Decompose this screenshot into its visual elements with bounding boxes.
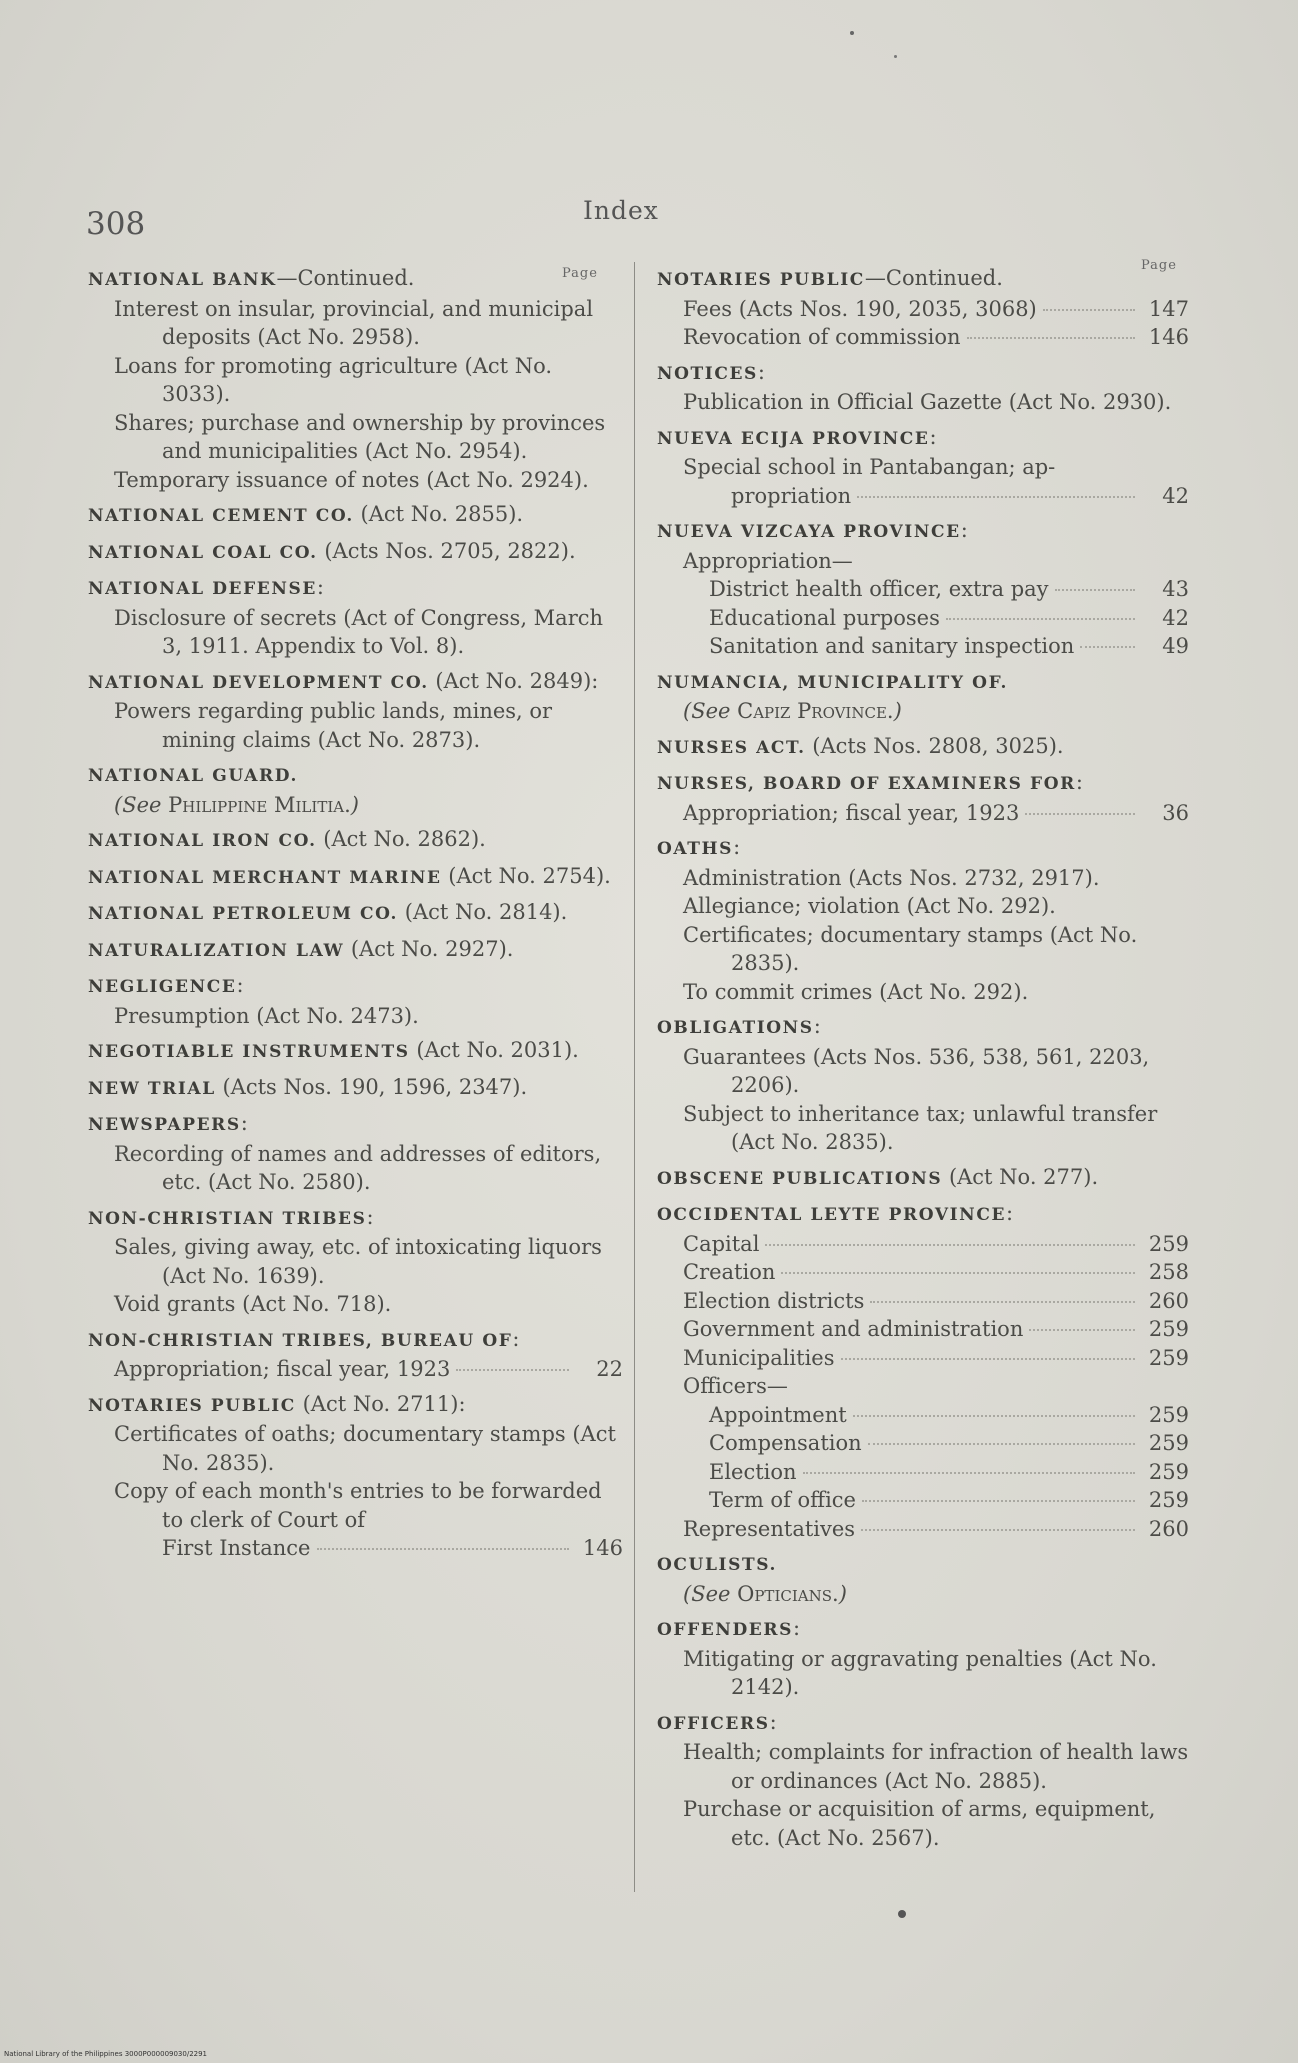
index-entry bbox=[657, 575, 1189, 604]
heading-term: NATIONAL DEFENSE bbox=[88, 579, 317, 599]
heading-term: OATHS bbox=[657, 839, 734, 859]
entry-heading bbox=[88, 1390, 623, 1421]
index-entry bbox=[88, 1073, 623, 1104]
heading-term: NATIONAL BANK bbox=[88, 270, 277, 290]
page-reference: 147 bbox=[1148, 296, 1189, 321]
page-column-header-left: Page bbox=[562, 266, 598, 281]
heading-suffix: (Act No. 2711): bbox=[295, 1391, 466, 1416]
index-entry bbox=[88, 667, 623, 698]
cross-reference bbox=[657, 1580, 1189, 1609]
subentry-text: Allegiance; violation (Act No. 292). bbox=[683, 894, 1056, 918]
heading-suffix: (Act No. 2814). bbox=[398, 900, 568, 924]
heading-suffix: —Continued. bbox=[276, 266, 415, 290]
index-entry bbox=[657, 482, 1189, 511]
heading-suffix: (Acts Nos. 190, 1596, 2347). bbox=[215, 1074, 528, 1099]
subentry-text: Void grants (Act No. 718). bbox=[114, 1292, 392, 1316]
index-entry bbox=[657, 1258, 1189, 1287]
paren-open: ( bbox=[683, 1581, 692, 1606]
running-head: Index bbox=[583, 196, 659, 225]
entry-heading bbox=[657, 1163, 1189, 1194]
index-entry bbox=[657, 295, 1189, 324]
entry-heading bbox=[657, 1708, 1189, 1739]
scan-footer: National Library of the Philippines 3000P000009030/2291 bbox=[4, 2050, 208, 2058]
paren-open: ( bbox=[683, 699, 692, 723]
index-entry bbox=[88, 1390, 623, 1421]
index-entry bbox=[657, 1708, 1189, 1739]
heading-suffix: : bbox=[813, 1014, 821, 1038]
index-column-left bbox=[88, 258, 623, 1563]
index-entry bbox=[88, 1290, 623, 1319]
index-entry bbox=[657, 264, 1189, 295]
page-reference: 259 bbox=[1148, 1459, 1189, 1484]
index-entry bbox=[88, 500, 623, 531]
heading-term: NUEVA ECIJA PROVINCE bbox=[657, 428, 930, 449]
index-entry bbox=[657, 632, 1189, 661]
index-entry bbox=[88, 295, 623, 352]
entry-heading bbox=[88, 500, 623, 531]
dot-leader bbox=[1055, 589, 1135, 591]
subentry-text: Appropriation— bbox=[683, 548, 853, 573]
entry-heading bbox=[88, 264, 623, 295]
page-reference: 260 bbox=[1148, 1288, 1189, 1313]
index-entry bbox=[657, 1580, 1189, 1609]
dot-leader bbox=[868, 1443, 1135, 1445]
heading-term: NUMANCIA, MUNICIPALITY OF. bbox=[657, 672, 1009, 693]
heading-term: OBSCENE PUBLICATIONS bbox=[657, 1168, 943, 1189]
subentry-text: Presumption (Act No. 2473). bbox=[114, 1003, 419, 1028]
subentry-with-page bbox=[657, 295, 1189, 324]
subentry-text: Shares; purchase and ownership by provinces and municipalities (Act No. 2954). bbox=[114, 410, 606, 463]
index-entry bbox=[88, 971, 623, 1002]
subentry-with-page bbox=[657, 1458, 1189, 1487]
heading-suffix: : bbox=[733, 835, 741, 859]
index-entry bbox=[88, 1355, 623, 1384]
subentry-text: Publication in Official Gazette (Act No. 2930). bbox=[683, 390, 1172, 414]
dot-leader bbox=[1043, 309, 1135, 311]
page-reference: 49 bbox=[1162, 634, 1189, 658]
index-entry bbox=[657, 388, 1189, 417]
entry-heading bbox=[657, 264, 1189, 295]
heading-suffix: : bbox=[769, 1709, 777, 1734]
index-entry bbox=[657, 1549, 1189, 1580]
index-entry bbox=[88, 825, 623, 856]
subentry-with-page bbox=[88, 1534, 623, 1563]
entry-heading bbox=[657, 768, 1189, 799]
page-reference: 36 bbox=[1162, 800, 1189, 825]
index-entry bbox=[88, 935, 623, 966]
heading-suffix: (Act No. 2754). bbox=[441, 863, 611, 888]
heading-term: OCCIDENTAL LEYTE PROVINCE bbox=[657, 1205, 1007, 1225]
subentry-text: Purchase or acquisition of arms, equipment, etc. (Act No. 2567). bbox=[683, 1797, 1156, 1850]
subentry-text: Term of office bbox=[709, 1488, 856, 1512]
index-entry bbox=[88, 537, 623, 568]
index-entry bbox=[88, 1140, 623, 1197]
subentry-text: Election districts bbox=[683, 1288, 865, 1313]
dot-leader bbox=[317, 1548, 570, 1550]
subentry-with-page bbox=[657, 799, 1189, 828]
subentry-text: Copy of each month's entries to be forwarded to clerk of Court of bbox=[114, 1479, 602, 1532]
index-entry bbox=[657, 1458, 1189, 1487]
subentry-with-page bbox=[657, 1230, 1189, 1259]
entry-heading bbox=[88, 1325, 623, 1356]
subentry-text: Election bbox=[709, 1459, 797, 1484]
index-entry bbox=[657, 1738, 1189, 1795]
page-reference: 259 bbox=[1148, 1317, 1189, 1341]
subentry-text: Loans for promoting agriculture (Act No. 3033). bbox=[114, 353, 553, 406]
index-entry bbox=[88, 264, 623, 295]
entry-heading bbox=[88, 573, 623, 604]
subentry-with-page bbox=[657, 1258, 1189, 1287]
heading-suffix: —Continued. bbox=[864, 266, 1003, 290]
index-entry bbox=[88, 760, 623, 791]
index-entry bbox=[657, 1344, 1189, 1373]
dot-leader bbox=[967, 337, 1135, 339]
index-entry bbox=[657, 833, 1189, 864]
heading-suffix: (Act No. 277). bbox=[942, 1164, 1099, 1189]
heading-suffix: (Act No. 2849): bbox=[428, 668, 599, 693]
subentry-text: Appropriation; fiscal year, 1923 bbox=[683, 800, 1020, 825]
heading-term: NATURALIZATION LAW bbox=[88, 940, 345, 961]
entry-heading bbox=[88, 1073, 623, 1104]
entry-heading bbox=[657, 1549, 1189, 1580]
subentry-text: Subject to inheritance tax; unlawful transfer (Act No. 2835). bbox=[683, 1101, 1158, 1154]
index-entry bbox=[657, 1012, 1189, 1043]
heading-suffix: : bbox=[236, 973, 244, 997]
entry-heading bbox=[88, 760, 623, 791]
speck-mark bbox=[894, 55, 897, 58]
index-entry bbox=[657, 732, 1189, 763]
index-entry bbox=[88, 1534, 623, 1563]
index-entry bbox=[657, 1795, 1189, 1852]
subentry-with-page bbox=[657, 1429, 1189, 1458]
heading-term: NUEVA VIZCAYA PROVINCE bbox=[657, 522, 961, 542]
index-entry bbox=[88, 604, 623, 661]
dot-leader bbox=[803, 1472, 1135, 1474]
index-entry bbox=[657, 1515, 1189, 1544]
index-entry bbox=[657, 1100, 1189, 1157]
index-entry bbox=[88, 1477, 623, 1534]
subentry-text: District health officer, extra pay bbox=[709, 577, 1049, 601]
heading-suffix: (Acts Nos. 2808, 3025). bbox=[805, 733, 1064, 758]
entry-heading bbox=[657, 423, 1189, 454]
index-entry bbox=[657, 516, 1189, 547]
subentry-text: Compensation bbox=[709, 1431, 862, 1455]
index-entry bbox=[657, 1163, 1189, 1194]
subentry-text: Disclosure of secrets (Act of Congress, March 3, 1911. Appendix to Vol. 8). bbox=[114, 605, 604, 658]
dot-leader bbox=[765, 1244, 1135, 1246]
index-entry bbox=[657, 1199, 1189, 1230]
subentry-with-page bbox=[657, 1344, 1189, 1373]
heading-suffix: (Act No. 2855). bbox=[353, 502, 524, 526]
subentry-text: Revocation of commission bbox=[683, 325, 961, 349]
entry-heading bbox=[657, 1614, 1189, 1645]
page-reference: 22 bbox=[596, 1357, 623, 1381]
index-entry bbox=[88, 1002, 623, 1031]
subentry-text: propriation bbox=[731, 483, 852, 508]
page-reference: 259 bbox=[1148, 1402, 1189, 1427]
index-entry bbox=[657, 453, 1189, 482]
entry-heading bbox=[88, 825, 623, 856]
index-entry bbox=[657, 423, 1189, 454]
page-reference: 259 bbox=[1148, 1345, 1189, 1370]
index-entry bbox=[657, 1315, 1189, 1344]
heading-suffix: : bbox=[929, 424, 937, 449]
subentry-text: Officers— bbox=[683, 1374, 788, 1398]
entry-heading bbox=[88, 667, 623, 698]
index-entry bbox=[657, 358, 1189, 389]
subentry-text: Certificates; documentary stamps (Act No. 2835). bbox=[683, 922, 1138, 975]
entry-heading bbox=[657, 1199, 1189, 1230]
index-entry bbox=[657, 604, 1189, 633]
ink-blot bbox=[898, 1910, 906, 1918]
dot-leader bbox=[857, 496, 1135, 498]
page-number: 308 bbox=[86, 206, 146, 242]
cross-reference bbox=[88, 791, 623, 820]
index-entry bbox=[657, 1429, 1189, 1458]
heading-term: NURSES ACT. bbox=[657, 737, 806, 758]
index-entry bbox=[657, 1287, 1189, 1316]
dot-leader bbox=[1080, 646, 1135, 648]
index-entry bbox=[657, 799, 1189, 828]
index-entry bbox=[88, 1233, 623, 1290]
subentry-with-page bbox=[657, 1515, 1189, 1544]
page-reference: 259 bbox=[1148, 1231, 1189, 1256]
heading-term: NOTICES bbox=[657, 363, 758, 384]
index-entry bbox=[657, 921, 1189, 978]
subentry-text: Fees (Acts Nos. 190, 2035, 3068) bbox=[683, 296, 1037, 321]
see-label: See bbox=[122, 792, 169, 817]
index-entry bbox=[88, 862, 623, 893]
subentry-with-page bbox=[657, 482, 1189, 511]
heading-suffix: : bbox=[960, 518, 968, 542]
dot-leader bbox=[1029, 1329, 1135, 1331]
subentry-text: Health; complaints for infraction of health laws or ordinances (Act No. 2885). bbox=[683, 1740, 1189, 1793]
entry-heading bbox=[88, 935, 623, 966]
dot-leader bbox=[781, 1272, 1135, 1274]
page-reference: 43 bbox=[1162, 577, 1189, 601]
index-entry bbox=[657, 1401, 1189, 1430]
subentry-text: Special school in Pantabangan; ap- bbox=[683, 455, 1056, 479]
dot-leader bbox=[1025, 813, 1135, 815]
dot-leader bbox=[946, 618, 1135, 620]
paren-open: ( bbox=[114, 792, 123, 817]
subentry-text: Powers regarding public lands, mines, or mining claims (Act No. 2873). bbox=[114, 699, 553, 752]
see-label: See bbox=[691, 699, 738, 723]
column-divider bbox=[634, 262, 635, 1892]
index-entry bbox=[657, 667, 1189, 698]
page-reference: 259 bbox=[1148, 1488, 1189, 1512]
heading-term: NATIONAL COAL CO. bbox=[88, 542, 318, 563]
subentry-text: Certificates of oaths; documentary stamps (Act No. 2835). bbox=[114, 1422, 616, 1475]
heading-suffix: (Act No. 2862). bbox=[316, 827, 486, 851]
index-entry bbox=[657, 697, 1189, 726]
heading-term: NEGLIGENCE bbox=[88, 977, 237, 997]
subentry-text: Creation bbox=[683, 1260, 776, 1284]
paren-close: ) bbox=[838, 1581, 847, 1606]
subentry-text: Educational purposes bbox=[709, 605, 940, 630]
heading-term: NON-CHRISTIAN TRIBES, BUREAU OF bbox=[88, 1330, 513, 1351]
entry-heading bbox=[88, 898, 623, 929]
index-entry bbox=[88, 352, 623, 409]
cross-reference bbox=[657, 697, 1189, 726]
heading-term: NOTARIES PUBLIC bbox=[657, 270, 865, 290]
dot-leader bbox=[870, 1301, 1135, 1303]
subentry-with-page bbox=[657, 1401, 1189, 1430]
index-entry bbox=[657, 323, 1189, 352]
entry-heading bbox=[657, 358, 1189, 389]
index-entry bbox=[88, 898, 623, 929]
heading-term: NEW TRIAL bbox=[88, 1078, 216, 1099]
heading-term: NATIONAL CEMENT CO. bbox=[88, 506, 354, 526]
heading-suffix: (Act No. 2031). bbox=[409, 1038, 579, 1062]
heading-suffix: : bbox=[316, 575, 324, 599]
index-entry bbox=[88, 1203, 623, 1234]
page-reference: 259 bbox=[1148, 1431, 1189, 1455]
dot-leader bbox=[853, 1415, 1135, 1417]
page-reference: 42 bbox=[1162, 483, 1189, 508]
entry-heading bbox=[657, 1012, 1189, 1043]
subentry-text: Sales, giving away, etc. of intoxicating liquors (Act No. 1639). bbox=[114, 1235, 602, 1288]
heading-term: OFFENDERS bbox=[657, 1620, 793, 1640]
subentry-text: Mitigating or aggravating penalties (Act No. 2142). bbox=[683, 1646, 1157, 1699]
index-entry bbox=[657, 864, 1189, 893]
index-entry bbox=[657, 1043, 1189, 1100]
subentry-with-page bbox=[88, 1355, 623, 1384]
heading-term: OFFICERS bbox=[657, 1713, 770, 1734]
heading-term: OBLIGATIONS bbox=[657, 1018, 814, 1038]
dot-leader bbox=[841, 1358, 1135, 1360]
subentry-with-page bbox=[657, 1315, 1189, 1344]
index-entry bbox=[88, 697, 623, 754]
heading-suffix: (Acts Nos. 2705, 2822). bbox=[317, 538, 576, 563]
index-entry bbox=[88, 409, 623, 466]
heading-suffix: : bbox=[366, 1204, 374, 1229]
subentry-with-page bbox=[657, 632, 1189, 661]
see-target: Opticians. bbox=[737, 1581, 839, 1606]
index-entry bbox=[88, 1325, 623, 1356]
entry-heading bbox=[88, 971, 623, 1002]
index-entry bbox=[657, 768, 1189, 799]
entry-heading bbox=[88, 1036, 623, 1067]
subentry-text: Appropriation; fiscal year, 1923 bbox=[114, 1357, 451, 1381]
subentry-text: Administration (Acts Nos. 2732, 2917). bbox=[683, 865, 1100, 890]
heading-term: NATIONAL PETROLEUM CO. bbox=[88, 904, 399, 924]
dot-leader bbox=[456, 1369, 569, 1371]
see-target: Capiz Province. bbox=[737, 699, 894, 723]
heading-term: NATIONAL DEVELOPMENT CO. bbox=[88, 672, 429, 693]
heading-term: NATIONAL GUARD. bbox=[88, 766, 299, 786]
see-target: Philippine Militia. bbox=[168, 792, 351, 817]
subentry-text: Temporary issuance of notes (Act No. 2924). bbox=[114, 467, 589, 492]
entry-heading bbox=[88, 1203, 623, 1234]
subentry-text: First Instance bbox=[162, 1536, 311, 1560]
heading-term: NURSES, BOARD OF EXAMINERS FOR bbox=[657, 774, 1076, 794]
index-entry bbox=[88, 466, 623, 495]
entry-heading bbox=[657, 667, 1189, 698]
heading-suffix: : bbox=[1006, 1201, 1014, 1225]
heading-suffix: (Act No. 2927). bbox=[344, 936, 514, 961]
entry-heading bbox=[88, 862, 623, 893]
subentry-text: Guarantees (Acts Nos. 536, 538, 561, 2203, 2206). bbox=[683, 1044, 1150, 1097]
subentry-text: Recording of names and addresses of editors, etc. (Act No. 2580). bbox=[114, 1141, 602, 1194]
paren-close: ) bbox=[893, 699, 902, 723]
heading-suffix: : bbox=[512, 1326, 520, 1351]
page-reference: 146 bbox=[1148, 325, 1189, 349]
page-reference: 258 bbox=[1148, 1260, 1189, 1284]
index-entry bbox=[88, 1420, 623, 1477]
index-entry bbox=[657, 1614, 1189, 1645]
speck-mark bbox=[850, 31, 854, 35]
dot-leader bbox=[861, 1529, 1135, 1531]
subentry-text: Interest on insular, provincial, and municipal deposits (Act No. 2958). bbox=[114, 296, 594, 349]
heading-term: NEWSPAPERS bbox=[88, 1115, 241, 1135]
index-entry bbox=[657, 892, 1189, 921]
index-entry bbox=[657, 547, 1189, 576]
heading-term: NON-CHRISTIAN TRIBES bbox=[88, 1208, 367, 1229]
page-column-header-right: Page bbox=[1141, 258, 1177, 273]
index-entry bbox=[657, 1486, 1189, 1515]
index-entry bbox=[657, 1645, 1189, 1702]
subentry-with-page bbox=[657, 1287, 1189, 1316]
heading-suffix: : bbox=[240, 1111, 248, 1135]
entry-heading bbox=[657, 833, 1189, 864]
heading-term: OCULISTS. bbox=[657, 1555, 777, 1575]
subentry-text: Representatives bbox=[683, 1516, 856, 1541]
index-entry bbox=[657, 1230, 1189, 1259]
entry-heading bbox=[88, 537, 623, 568]
subentry-with-page bbox=[657, 1486, 1189, 1515]
subentry-with-page bbox=[657, 575, 1189, 604]
subentry-text: Municipalities bbox=[683, 1345, 835, 1370]
subentry-text: Capital bbox=[683, 1231, 760, 1256]
page-reference: 42 bbox=[1162, 605, 1189, 630]
subentry-text: Government and administration bbox=[683, 1317, 1024, 1341]
subentry-text: To commit crimes (Act No. 292). bbox=[683, 979, 1029, 1004]
index-column-right bbox=[657, 258, 1189, 1852]
dot-leader bbox=[862, 1500, 1135, 1502]
heading-suffix: : bbox=[1075, 770, 1083, 794]
see-label: See bbox=[691, 1581, 738, 1606]
heading-suffix: : bbox=[757, 359, 765, 384]
subentry-with-page bbox=[657, 604, 1189, 633]
heading-suffix: : bbox=[792, 1616, 801, 1640]
subentry-text: Sanitation and sanitary inspection bbox=[709, 634, 1075, 658]
heading-term: NOTARIES PUBLIC bbox=[88, 1395, 296, 1416]
index-entry bbox=[88, 1036, 623, 1067]
paren-close: ) bbox=[350, 792, 359, 817]
index-entry bbox=[88, 573, 623, 604]
entry-heading bbox=[657, 732, 1189, 763]
page-reference: 146 bbox=[582, 1536, 623, 1560]
entry-heading bbox=[88, 1109, 623, 1140]
subentry-text: Appointment bbox=[709, 1402, 847, 1427]
entry-heading bbox=[657, 516, 1189, 547]
page-reference: 260 bbox=[1148, 1516, 1189, 1541]
subentry-with-page bbox=[657, 323, 1189, 352]
heading-term: NATIONAL IRON CO. bbox=[88, 831, 317, 851]
index-entry bbox=[88, 1109, 623, 1140]
heading-term: NATIONAL MERCHANT MARINE bbox=[88, 867, 442, 888]
index-entry bbox=[88, 791, 623, 820]
index-entry bbox=[657, 978, 1189, 1007]
heading-term: NEGOTIABLE INSTRUMENTS bbox=[88, 1042, 410, 1062]
index-entry bbox=[657, 1372, 1189, 1401]
